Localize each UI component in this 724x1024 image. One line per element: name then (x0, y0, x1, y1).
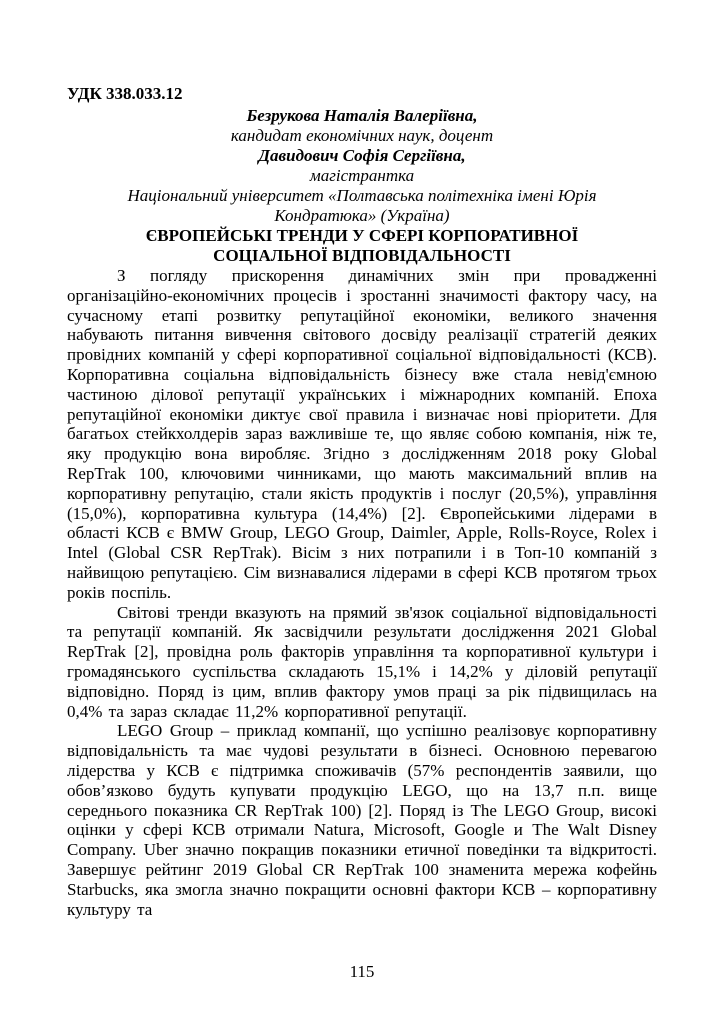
author-2-name: Давидович Софія Сергіївна, (258, 146, 466, 165)
article-title: ЄВРОПЕЙСЬКІ ТРЕНДИ У СФЕРІ КОРПОРАТИВНОЇ СОЦІАЛЬНОЇ ВІДПОВІДАЛЬНОСТІ (145, 226, 579, 265)
author-1-role: кандидат економічних наук, доцент (230, 126, 494, 145)
paragraph-2: Світові тренди вказують на прямий зв'язок соціальної відповідальності та репутації компаній. Як засвідчили результати дослідження 2021 Global RepTrak [2], провідна роль факторів управління та корпоративної культури і громадянського суспільства складають 15,1% і 14,2% у діловій репутації відповідно. Поряд із цим, вплив фактору умов праці за рік підвищилась на 0,4% та зараз складає 11,2% корпоративної репутації. (67, 602, 657, 721)
page-content (67, 84, 657, 919)
affiliation: Національний університет «Полтавська політехніка імені Юрія Кондратюка» (Україна) (127, 186, 597, 225)
udc-code: УДК 338.033.12 (67, 84, 183, 103)
paragraph-3: LEGO Group – приклад компанії, що успішно реалізовує корпоративну відповідальність та має чудові результати в бізнесі. Основною перевагою лідерства у КСВ є підтримка споживачів (57% респондентів заявили, що обов’язково будуть купувати продукцію LEGO, що на 13,7 п.п. вище середнього показника CR RepTrak 100) [2]. Поряд із The LEGO Group, високі оцінки у сфері КСВ отримали Natura, Microsoft, Google и The Walt Disney Company. Uber значно покращив показники етичної поведінки та відкритості. Завершує рейтинг 2019 Global CR RepTrak 100 знаменита мережа кофейнь Starbucks, яка змогла значно покращити основні фактори КСВ – корпоративну культуру та (67, 721, 657, 919)
author-2-role: магістрантка (309, 166, 415, 185)
author-1-name: Безрукова Наталія Валеріївна, (246, 106, 478, 125)
paragraph-1: З погляду прискорення динамічних змін при провадженні організаційно-економічних процесів і зростанні значимості фактору часу, на сучасному етапі розвитку репутаційної економіки, великого значення набувають питання вивчення світового досвіду реалізації стратегій деяких провідних компаній у сфері корпоративної соціальної відповідальності (КСВ). Корпоративна соціальна відповідальність бізнесу вже стала невід'ємною частиною ділової репутації українських і міжнародних компаній. Епоха репутаційної економіки диктує свої правила і визначає нові пріоритети. Для багатьох стейкхолдерів зараз важливіше те, що являє собою компанія, ніж те, яку продукцію вона виробляє. Згідно з дослідженням 2018 року Global RepTrak 100, ключовими чинниками, що мають максимальний вплив на корпоративну репутацію, стали якість продуктів і послуг (20,5%), управління (15,0%), корпоративна культура (14,4%) [2]. Європейськими лідерами в області КСВ є BMW Group, LEGO Group, Daimler, Apple, Rolls-Royce, Rolex і Intel (Global CSR RepTrak). Вісім з них потрапили і в Топ-10 компаній з найвищою репутацією. Сім визнавалися лідерами в сфері КСВ протягом трьох років поспіль. (67, 266, 657, 602)
page-number: 115 (349, 962, 375, 981)
